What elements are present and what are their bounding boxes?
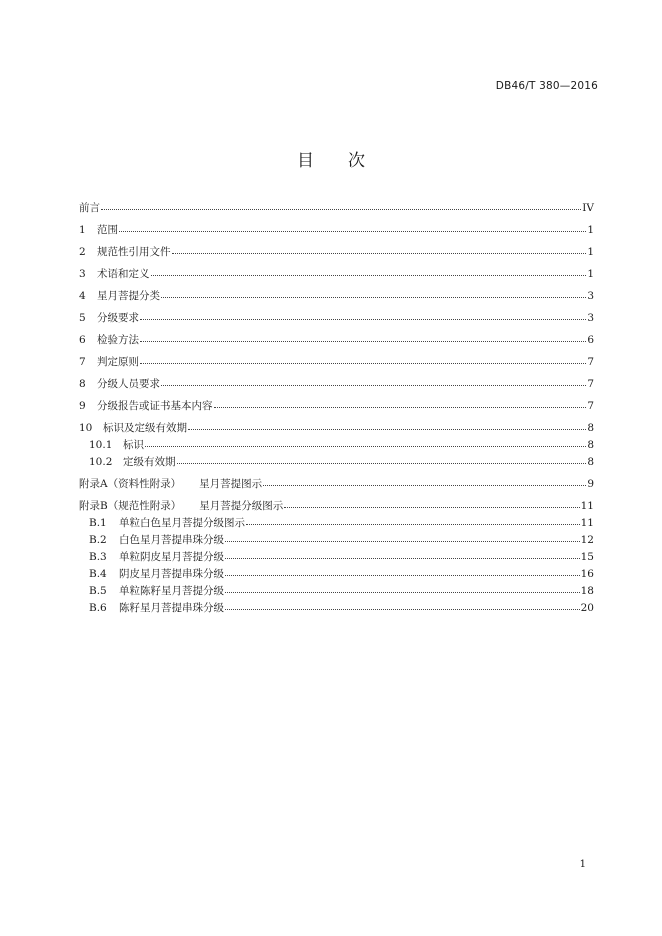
toc-entry-9[interactable] bbox=[79, 398, 594, 415]
toc-entry-page: 11 bbox=[580, 517, 594, 529]
toc-entry-text: 白色星月菩提串珠分级 bbox=[119, 534, 224, 546]
toc-entry-text: 定级有效期 bbox=[123, 456, 176, 468]
toc-entry-page: 1 bbox=[587, 246, 594, 258]
toc-entry-3[interactable] bbox=[79, 266, 594, 283]
toc-entry-1[interactable] bbox=[79, 222, 594, 239]
toc-entry-text: 单粒陈籽星月菩提分级 bbox=[119, 585, 224, 597]
toc-entry-10-1[interactable] bbox=[79, 437, 594, 454]
toc-entry-page: IV bbox=[582, 202, 594, 214]
table-of-contents bbox=[79, 200, 594, 617]
toc-leader bbox=[145, 445, 586, 447]
toc-entry-text: 规范性引用文件 bbox=[97, 246, 171, 258]
toc-entry-number: B.2 bbox=[89, 534, 107, 546]
toc-entry-text: 单粒阴皮星月菩提分级 bbox=[119, 551, 224, 563]
toc-entry-page: 3 bbox=[587, 290, 594, 302]
toc-entry-text: 术语和定义 bbox=[97, 268, 150, 280]
toc-entry-8[interactable] bbox=[79, 376, 594, 393]
toc-leader bbox=[161, 296, 586, 298]
toc-annex-label: 附录A（资料性附录） bbox=[79, 478, 182, 490]
toc-entry-b-4[interactable] bbox=[79, 566, 594, 583]
toc-entry-text: 范围 bbox=[97, 224, 118, 236]
toc-entry-2[interactable] bbox=[79, 244, 594, 261]
toc-entry-b-5[interactable] bbox=[79, 583, 594, 600]
toc-entry-page: 8 bbox=[587, 439, 594, 451]
toc-leader bbox=[225, 591, 580, 593]
toc-entry-b-1[interactable] bbox=[79, 515, 594, 532]
toc-entry-number: 4 bbox=[79, 290, 86, 302]
toc-annex-label: 附录B（规范性附录） bbox=[79, 500, 182, 512]
page-title bbox=[0, 146, 662, 171]
toc-leader bbox=[225, 557, 580, 559]
toc-entry-text: 星月菩提图示 bbox=[199, 478, 263, 490]
toc-leader bbox=[225, 608, 580, 610]
toc-entry-page: 1 bbox=[587, 224, 594, 236]
toc-leader bbox=[140, 318, 586, 320]
toc-entry-number: 1 bbox=[79, 224, 86, 236]
toc-entry-b-6[interactable] bbox=[79, 600, 594, 617]
toc-entry-text: 陈籽星月菩提串珠分级 bbox=[119, 602, 224, 614]
toc-leader bbox=[177, 462, 587, 464]
toc-entry-5[interactable] bbox=[79, 310, 594, 327]
toc-entry-number: 10.1 bbox=[89, 439, 113, 451]
toc-entry-page: 18 bbox=[580, 585, 594, 597]
toc-entry-number: 10.2 bbox=[89, 456, 113, 468]
toc-entry-number: 10 bbox=[79, 422, 93, 434]
toc-leader bbox=[101, 208, 581, 210]
toc-entry-number: B.1 bbox=[89, 517, 107, 529]
toc-entry-page: 20 bbox=[580, 602, 594, 614]
toc-entry-page: 15 bbox=[580, 551, 594, 563]
toc-entry-text: 分级报告或证书基本内容 bbox=[97, 400, 213, 412]
toc-entry-page: 8 bbox=[587, 422, 594, 434]
toc-entry-page: 6 bbox=[587, 334, 594, 346]
toc-entry-6[interactable] bbox=[79, 332, 594, 349]
toc-entry-number: 2 bbox=[79, 246, 86, 258]
page-number: 1 bbox=[579, 859, 586, 870]
toc-leader bbox=[161, 384, 586, 386]
toc-entry-annex-b[interactable] bbox=[79, 498, 594, 515]
toc-entry-number: 8 bbox=[79, 378, 86, 390]
toc-entry-4[interactable] bbox=[79, 288, 594, 305]
toc-entry-number: B.3 bbox=[89, 551, 107, 563]
title-char-1: 目 bbox=[297, 151, 314, 171]
toc-entry-page: 7 bbox=[587, 400, 594, 412]
toc-entry-number: B.5 bbox=[89, 585, 107, 597]
toc-entry-text: 前言 bbox=[79, 202, 100, 214]
toc-entry-text: 单粒白色星月菩提分级图示 bbox=[119, 517, 245, 529]
toc-leader bbox=[140, 340, 586, 342]
toc-leader bbox=[225, 574, 580, 576]
toc-leader bbox=[119, 230, 586, 232]
toc-entry-page: 16 bbox=[580, 568, 594, 580]
toc-entry-text: 判定原则 bbox=[97, 356, 139, 368]
toc-leader bbox=[151, 274, 587, 276]
toc-entry-page: 11 bbox=[580, 500, 594, 512]
toc-leader bbox=[214, 406, 587, 408]
toc-entry-number: 7 bbox=[79, 356, 86, 368]
toc-entry-text: 标识 bbox=[123, 439, 144, 451]
title-char-2: 次 bbox=[348, 151, 365, 171]
toc-leader bbox=[140, 362, 586, 364]
toc-entry-number: 6 bbox=[79, 334, 86, 346]
toc-leader bbox=[263, 484, 586, 486]
toc-entry-page: 8 bbox=[587, 456, 594, 468]
toc-entry-10-2[interactable] bbox=[79, 454, 594, 471]
toc-entry-page: 7 bbox=[587, 356, 594, 368]
toc-entry-number: 3 bbox=[79, 268, 86, 280]
toc-entry-b-2[interactable] bbox=[79, 532, 594, 549]
toc-leader bbox=[188, 428, 586, 430]
toc-entry-10[interactable] bbox=[79, 420, 594, 437]
toc-entry-number: 5 bbox=[79, 312, 86, 324]
toc-entry-annex-a[interactable] bbox=[79, 476, 594, 493]
toc-entry-7[interactable] bbox=[79, 354, 594, 371]
toc-leader bbox=[172, 252, 587, 254]
toc-entry-text: 星月菩提分级图示 bbox=[199, 500, 284, 512]
toc-entry-number: B.6 bbox=[89, 602, 107, 614]
toc-entry-text: 检验方法 bbox=[97, 334, 139, 346]
toc-entry-page: 9 bbox=[587, 478, 594, 490]
toc-entry-text: 分级人员要求 bbox=[97, 378, 160, 390]
toc-leader bbox=[225, 540, 580, 542]
toc-entry-number: B.4 bbox=[89, 568, 107, 580]
toc-entry-page: 3 bbox=[587, 312, 594, 324]
document-code: DB46/T 380—2016 bbox=[495, 80, 598, 92]
toc-entry-text: 星月菩提分类 bbox=[97, 290, 160, 302]
toc-entry-foreword[interactable] bbox=[79, 200, 594, 217]
toc-entry-text: 分级要求 bbox=[97, 312, 139, 324]
toc-entry-page: 12 bbox=[580, 534, 594, 546]
toc-leader bbox=[284, 506, 579, 508]
toc-entry-page: 7 bbox=[587, 378, 594, 390]
toc-entry-number: 9 bbox=[79, 400, 86, 412]
toc-entry-text: 阴皮星月菩提串珠分级 bbox=[119, 568, 224, 580]
toc-leader bbox=[246, 523, 580, 525]
toc-entry-text: 标识及定级有效期 bbox=[103, 422, 187, 434]
toc-entry-page: 1 bbox=[587, 268, 594, 280]
toc-entry-b-3[interactable] bbox=[79, 549, 594, 566]
